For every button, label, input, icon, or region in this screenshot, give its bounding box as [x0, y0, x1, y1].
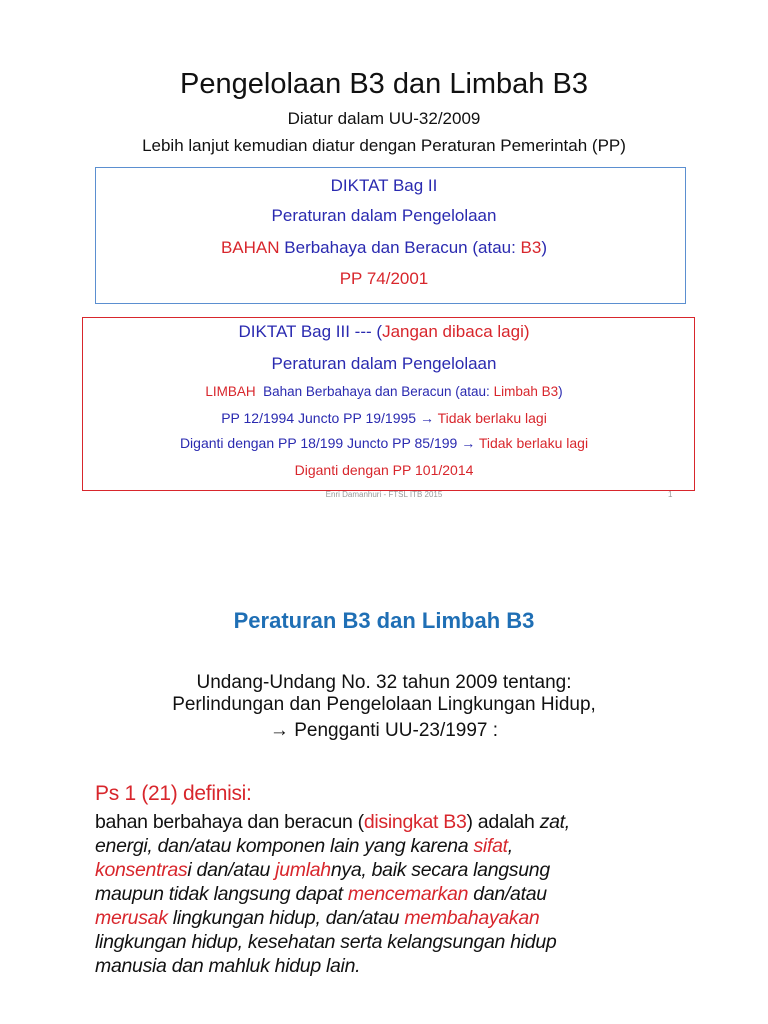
- text-segment: BAHAN: [220, 238, 280, 257]
- text-segment: DIKTAT Bag III --- (: [238, 322, 383, 341]
- text-segment: lingkungan hidup, dan/atau: [167, 907, 405, 929]
- text-segment: PP 12/1994 Juncto PP 19/1995 →: [221, 410, 438, 426]
- text-segment: i dan/atau: [187, 859, 276, 881]
- text-segment: Tidak berlaku lagi: [437, 410, 547, 426]
- box-line: Peraturan dalam Pengelolaan: [271, 206, 497, 225]
- text-segment: ): [541, 238, 548, 257]
- text-segment: merusak: [95, 907, 168, 929]
- text-segment: ,: [507, 835, 513, 857]
- body-line: manusia dan mahluk hidup lain.: [95, 955, 361, 977]
- text-segment: jumlah: [275, 859, 331, 881]
- text-segment: konsentras: [95, 859, 188, 881]
- text-segment: membahayakan: [404, 907, 540, 929]
- text-segment: ) adalah: [466, 811, 540, 833]
- page-number: 1: [668, 490, 673, 499]
- box-line: DIKTAT Bag II: [330, 176, 438, 195]
- box-line: PP 74/2001: [339, 269, 429, 288]
- intro-line: Undang-Undang No. 32 tahun 2009 tentang:: [196, 672, 572, 693]
- slide-title: Peraturan B3 dan Limbah B3: [233, 608, 535, 633]
- text-segment: Jangan dibaca lagi): [382, 322, 530, 341]
- body-line: [95, 907, 539, 930]
- box-line: [0, 322, 768, 342]
- footer-text: Enri Damanhuri - FTSL ITB 2015: [325, 490, 443, 499]
- body-line: [95, 883, 547, 906]
- text-segment: Berbahaya dan Beracun (atau:: [279, 238, 521, 257]
- body-line: [95, 835, 513, 858]
- text-segment: sifat: [473, 835, 508, 857]
- text-segment: zat,: [539, 811, 570, 833]
- body-line: [95, 859, 550, 882]
- box-line: [0, 410, 768, 426]
- text-segment: Tidak berlaku lagi: [478, 435, 589, 451]
- text-segment: Limbah B3: [493, 384, 559, 399]
- body-line: [95, 811, 570, 834]
- subtitle: Diatur dalam UU-32/2009: [287, 109, 481, 128]
- intro-line: → Pengganti UU-23/1997 :: [269, 720, 499, 741]
- text-segment: ): [558, 384, 563, 399]
- text-segment: Diganti dengan PP 18/199 Juncto PP 85/199 →: [179, 435, 479, 451]
- text-segment: dan/atau: [468, 883, 547, 905]
- intro-line: Perlindungan dan Pengelolaan Lingkungan Hidup,: [172, 694, 596, 715]
- definition-heading: Ps 1 (21) definisi:: [95, 782, 252, 805]
- box-line: [0, 435, 768, 451]
- text-segment: mencemarkan: [347, 883, 469, 905]
- body-line: lingkungan hidup, kesehatan serta kelangsungan hidup: [95, 931, 557, 953]
- box-line: Diganti dengan PP 101/2014: [294, 462, 474, 478]
- box-line: [0, 384, 768, 399]
- box-line: [0, 238, 768, 258]
- subtitle: Lebih lanjut kemudian diatur dengan Peraturan Pemerintah (PP): [142, 136, 626, 155]
- text-segment: LIMBAH: [205, 384, 256, 399]
- text-segment: bahan berbahaya dan beracun (: [95, 811, 364, 833]
- slide-title: Pengelolaan B3 dan Limbah B3: [180, 68, 588, 100]
- text-segment: energi, dan/atau komponen lain yang karena: [95, 835, 474, 857]
- text-segment: Bahan Berbahaya dan Beracun (atau:: [255, 384, 494, 399]
- text-segment: nya, baik secara langsung: [330, 859, 550, 881]
- text-segment: disingkat B3: [363, 811, 467, 833]
- text-segment: B3: [520, 238, 542, 257]
- box-line: Peraturan dalam Pengelolaan: [271, 354, 497, 373]
- text-segment: maupun tidak langsung dapat: [95, 883, 348, 905]
